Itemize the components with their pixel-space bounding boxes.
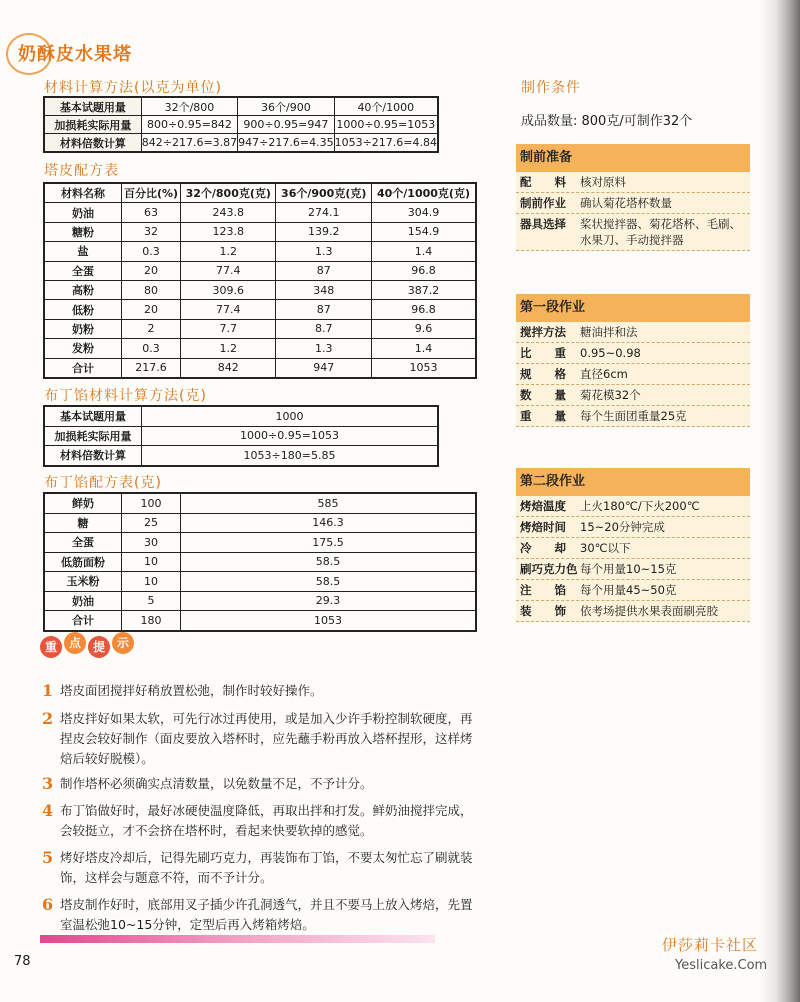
table-cell: 20 (122, 300, 181, 319)
condition-label: 器具选择 (520, 217, 566, 231)
ingredient-name: 高粉 (44, 280, 122, 299)
table-cell: 9.6 (371, 319, 476, 338)
condition-value: 每个用量45~50克 (580, 583, 677, 597)
condition-label: 刷巧克力色 (520, 562, 578, 576)
table-cell: 947÷217.6=4.35 (238, 134, 334, 153)
conditions-heading: 制作条件 (521, 80, 581, 96)
table-cell: 87 (276, 261, 371, 280)
condition-label: 制前作业 (520, 196, 566, 210)
table-row (44, 222, 476, 241)
table-cell: 243.8 (181, 203, 276, 222)
table-cell: 1053÷217.6=4.84 (334, 134, 438, 153)
condition-row (516, 601, 750, 622)
condition-row (516, 517, 750, 538)
condition-value: 每个用量10~15克 (580, 562, 677, 576)
table-row (44, 319, 476, 338)
table-cell: 123.8 (181, 222, 276, 241)
condition-value: 糖油拌和法 (580, 325, 638, 339)
table-cell: 77.4 (181, 300, 276, 319)
ingredient-name: 奶油 (44, 203, 122, 222)
table-row (44, 261, 476, 280)
tips-badge-char: 示 (112, 632, 134, 654)
table-cell: 77.4 (181, 261, 276, 280)
table-cell: 40个/1000 (334, 97, 438, 116)
condition-row (516, 496, 750, 517)
ingredient-name: 低筋面粉 (44, 552, 122, 572)
watermark-en: Yeslicake.Com (675, 958, 768, 973)
table-cell: 8.7 (276, 319, 371, 338)
table-row (44, 203, 476, 222)
tip-number: 2 (42, 709, 54, 728)
table-cell: 100 (122, 493, 181, 513)
prep-title: 制前准备 (516, 144, 750, 172)
tip-number: 6 (42, 895, 54, 914)
table-cell: 87 (276, 300, 371, 319)
condition-row (516, 385, 750, 406)
table-cell: 1000÷0.95=1053 (142, 426, 439, 446)
footer-pink-bar (40, 935, 435, 943)
table-cell: 1053÷180=5.85 (142, 446, 439, 466)
tips-badge-char: 点 (64, 632, 86, 654)
ingredient-name: 奶油 (44, 591, 122, 611)
condition-row (516, 343, 750, 364)
tip-text: 塔皮面团搅拌好稍放置松弛，制作时较好操作。 (60, 683, 323, 698)
crust-recipe-table (43, 182, 477, 379)
table-cell: 900÷0.95=947 (238, 116, 334, 134)
table-cell: 146.3 (181, 513, 477, 533)
section-heading-filling-recipe: 布丁馅配方表(克) (44, 475, 162, 491)
table-cell: 842 (181, 358, 276, 378)
row-label: 加损耗实际用量 (44, 116, 141, 134)
filling-recipe-table (43, 492, 477, 632)
tip-item (42, 709, 474, 769)
table-cell: 7.7 (181, 319, 276, 338)
table-cell: 304.9 (371, 203, 476, 222)
condition-label: 搅拌方法 (520, 325, 566, 339)
ingredient-name: 全蛋 (44, 533, 122, 553)
product-quantity: 成品数量: 800克/可制作32个 (521, 114, 693, 129)
condition-value: 桨状搅拌器、菊花塔杯、毛刷、水果刀、手动搅拌器 (580, 217, 741, 247)
ingredient-name: 糖粉 (44, 222, 122, 241)
condition-value: 15~20分钟完成 (580, 520, 665, 534)
table-row (44, 572, 476, 592)
tip-text: 烤好塔皮冷却后，记得先刷巧克力，再装饰布丁馅，不要太匆忙忘了刷就装饰，这样会与题意不符，而不予计分。 (60, 850, 473, 885)
table-cell: 842÷217.6=3.87 (141, 134, 237, 153)
condition-row (516, 172, 750, 193)
condition-label: 规 格 (520, 367, 566, 381)
condition-row (516, 322, 750, 343)
condition-value: 上火180℃/下火200℃ (580, 499, 700, 513)
condition-label: 装 饰 (520, 604, 566, 618)
condition-row (516, 193, 750, 214)
page-title: 奶酥皮水果塔 (18, 44, 132, 65)
table-cell: 80 (122, 280, 181, 299)
book-spine-shadow (760, 0, 800, 1002)
table-cell: 585 (181, 493, 477, 513)
tip-text: 塔皮拌好如果太软，可先行冰过再使用，或是加入少许手粉控制软硬度，再捏皮会较好制作（面皮要放入塔杯时，应先蘸手粉再放入塔杯捏形，这样烤焙后较好脱模）。 (60, 711, 473, 766)
condition-label: 烤焙时间 (520, 520, 566, 534)
tip-item (42, 848, 474, 888)
ingredient-name: 鲜奶 (44, 493, 122, 513)
table-cell: 58.5 (181, 572, 477, 592)
condition-label: 比 重 (520, 346, 566, 360)
table-cell: 2 (122, 319, 181, 338)
condition-value: 核对原料 (580, 175, 626, 189)
table-cell: 36个/900 (238, 97, 334, 116)
table-header-row (44, 183, 476, 203)
watermark-cn: 伊莎莉卡社区 (662, 936, 759, 954)
condition-label: 冷 却 (520, 541, 566, 555)
column-header: 百分比(%) (122, 183, 181, 203)
table-row (44, 242, 476, 261)
condition-label: 注 馅 (520, 583, 566, 597)
tip-item (42, 774, 474, 794)
column-header: 40个/1000克(克) (371, 183, 476, 203)
condition-value: 确认菊花塔杯数量 (580, 196, 672, 210)
table-cell: 0.3 (122, 339, 181, 358)
prep-box (516, 144, 750, 251)
condition-value: 30℃以下 (580, 541, 631, 555)
table-cell: 63 (122, 203, 181, 222)
table-row (44, 97, 438, 116)
tip-number: 3 (42, 774, 54, 793)
condition-row (516, 214, 750, 251)
table-row (44, 513, 476, 533)
table-cell: 1.2 (181, 339, 276, 358)
tips-badge (40, 636, 134, 658)
table-row (44, 493, 476, 513)
condition-value: 依考场提供水果表面刷亮胶 (580, 604, 718, 618)
table-row (44, 426, 438, 446)
condition-row (516, 364, 750, 385)
table-row (44, 611, 476, 631)
ingredient-name: 盐 (44, 242, 122, 261)
table-cell: 10 (122, 552, 181, 572)
table-cell: 5 (122, 591, 181, 611)
table-cell: 309.6 (181, 280, 276, 299)
row-label: 加损耗实际用量 (44, 426, 142, 446)
ingredient-name: 糖 (44, 513, 122, 533)
filling-calc-table (43, 405, 439, 467)
tip-number: 1 (42, 681, 54, 700)
column-header: 36个/900克(克) (276, 183, 371, 203)
table-row (44, 552, 476, 572)
table-cell: 1000÷0.95=1053 (334, 116, 438, 134)
row-label: 材料倍数计算 (44, 134, 141, 153)
table-cell: 58.5 (181, 552, 477, 572)
column-header: 材料名称 (44, 183, 122, 203)
table-row (44, 339, 476, 358)
condition-label: 烤焙温度 (520, 499, 566, 513)
condition-row (516, 580, 750, 601)
table-cell: 217.6 (122, 358, 181, 378)
condition-row (516, 406, 750, 427)
table-row (44, 280, 476, 299)
ingredient-name: 全蛋 (44, 261, 122, 280)
ingredient-name: 低粉 (44, 300, 122, 319)
table-cell: 30 (122, 533, 181, 553)
table-cell: 20 (122, 261, 181, 280)
table-cell: 1053 (181, 611, 477, 631)
table-cell: 180 (122, 611, 181, 631)
table-cell: 10 (122, 572, 181, 592)
table-cell: 25 (122, 513, 181, 533)
table-cell: 1.4 (371, 242, 476, 261)
table-cell: 1053 (371, 358, 476, 378)
ingredient-name: 玉米粉 (44, 572, 122, 592)
table-cell: 1000 (142, 406, 439, 426)
table-cell: 154.9 (371, 222, 476, 241)
table-cell: 1.3 (276, 339, 371, 358)
tips-badge-char: 提 (88, 636, 110, 658)
table-cell: 947 (276, 358, 371, 378)
condition-row (516, 559, 750, 580)
section-heading-calc: 材料计算方法(以克为单位) (44, 80, 222, 96)
condition-value: 0.95~0.98 (580, 346, 641, 360)
ingredient-name: 发粉 (44, 339, 122, 358)
tip-number: 5 (42, 848, 54, 867)
section-heading-crust: 塔皮配方表 (44, 163, 119, 179)
tips-badge-char: 重 (40, 636, 62, 658)
tip-text: 塔皮制作好时，底部用叉子插少许孔洞透气，并且不要马上放入烤焙，先置室温松弛10~15分钟，定型后再入烤箱烤焙。 (60, 897, 473, 932)
column-header: 32个/800克(克) (181, 183, 276, 203)
tip-text: 制作塔杯必须确实点清数量，以免数量不足，不予计分。 (60, 776, 373, 791)
table-cell: 1.2 (181, 242, 276, 261)
table-cell: 0.3 (122, 242, 181, 261)
table-cell: 800÷0.95=842 (141, 116, 237, 134)
table-row (44, 446, 438, 466)
table-cell: 32个/800 (141, 97, 237, 116)
table-row (44, 116, 438, 134)
tip-item (42, 681, 474, 701)
table-row (44, 533, 476, 553)
table-cell: 1.4 (371, 339, 476, 358)
condition-label: 数 量 (520, 388, 566, 402)
tip-number: 4 (42, 801, 54, 820)
stage2-box (516, 468, 750, 622)
table-row (44, 358, 476, 378)
table-cell: 96.8 (371, 300, 476, 319)
condition-value: 菊花模32个 (580, 388, 641, 402)
condition-value: 直径6cm (580, 367, 628, 381)
page-number: 78 (14, 954, 31, 969)
ingredient-name: 奶粉 (44, 319, 122, 338)
calc-table (43, 96, 439, 153)
row-label: 基本试题用量 (44, 97, 141, 116)
stage1-title: 第一段作业 (516, 294, 750, 322)
stage2-title: 第二段作业 (516, 468, 750, 496)
table-cell: 175.5 (181, 533, 477, 553)
table-row (44, 591, 476, 611)
condition-label: 配 料 (520, 175, 566, 189)
row-label: 基本试题用量 (44, 406, 142, 426)
table-cell: 32 (122, 222, 181, 241)
ingredient-name: 合计 (44, 611, 122, 631)
table-row (44, 134, 438, 153)
section-heading-filling-calc: 布丁馅材料计算方法(克) (44, 388, 207, 404)
table-cell: 1.3 (276, 242, 371, 261)
row-label: 材料倍数计算 (44, 446, 142, 466)
condition-label: 重 量 (520, 409, 566, 423)
condition-value: 每个生面团重量25克 (580, 409, 687, 423)
table-cell: 387.2 (371, 280, 476, 299)
stage1-box (516, 294, 750, 427)
table-cell: 274.1 (276, 203, 371, 222)
condition-row (516, 538, 750, 559)
tip-item (42, 895, 474, 935)
table-cell: 139.2 (276, 222, 371, 241)
table-cell: 96.8 (371, 261, 476, 280)
table-cell: 29.3 (181, 591, 477, 611)
tip-item (42, 801, 474, 841)
table-cell: 348 (276, 280, 371, 299)
ingredient-name: 合计 (44, 358, 122, 378)
table-row (44, 406, 438, 426)
table-row (44, 300, 476, 319)
tip-text: 布丁馅做好时，最好冰硬使温度降低，再取出拌和打发。鲜奶油搅拌完成，会较挺立，才不会挤在塔杯时，看起来快要软掉的感觉。 (60, 803, 473, 838)
